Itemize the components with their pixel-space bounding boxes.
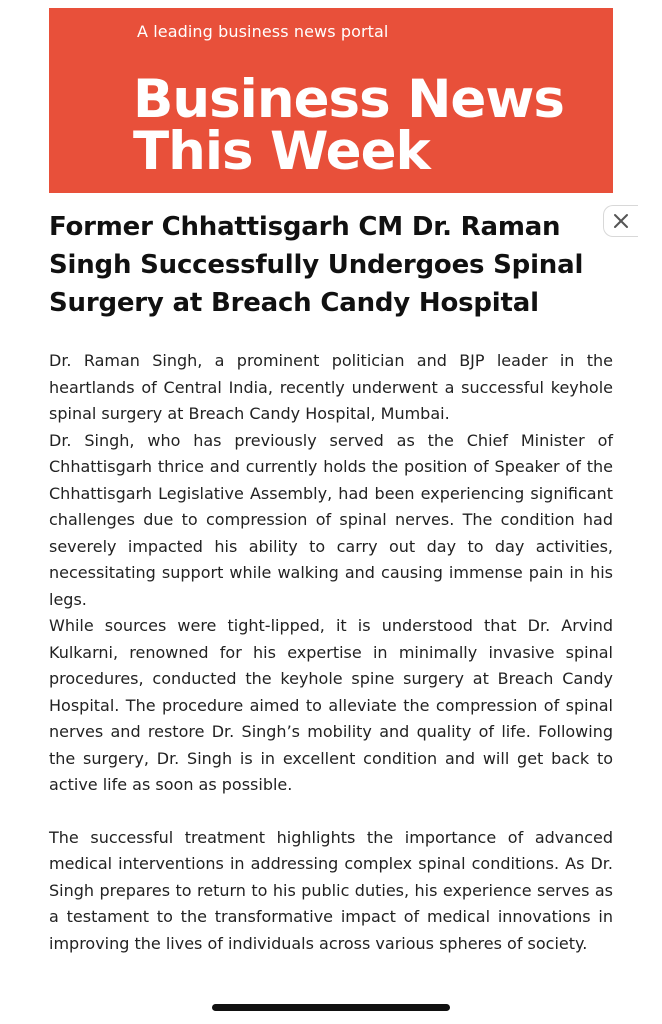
close-icon [613,213,629,229]
article-paragraph: The successful treatment highlights the importance of advanced medical interventions in addressing complex spinal conditions. As Dr. Singh prepares to return to his public duties, his experience serves as a testament to the transformative impact of medical innovations in improving the lives of individuals across various spheres of society. [49,827,613,953]
article-paragraph: Dr. Raman Singh, a prominent politician and BJP leader in the heartlands of Central India, recently underwent a successful keyhole spinal surgery at Breach Candy Hospital, Mumbai. [49,351,613,423]
site-logo [133,69,564,182]
brand-line-1: Business News [133,69,564,130]
article-paragraph: While sources were tight-lipped, it is understood that Dr. Arvind Kulkarni, renowned for his expertise in minimally invasive spinal procedures, conducted the keyhole spine surgery at Breach Candy Hospital. The procedure aimed to alleviate the compression of spinal nerves and restore Dr. Singh’s mobility and quality of life. Following the surgery, Dr. Singh is in excellent condition and will get back to active life as soon as possible. [49,616,613,794]
article-body [49,348,613,957]
article-paragraph: Dr. Singh, who has previously served as the Chief Minister of Chhattisgarh thrice and currently holds the position of Speaker of the Chhattisgarh Legislative Assembly, had been experiencing significant challenges due to compression of spinal nerves. The condition had severely impacted his ability to carry out day to day activities, necessitating support while walking and causing immense pain in his legs. [49,430,613,609]
home-indicator[interactable] [212,1004,450,1011]
site-banner [49,8,613,193]
close-button[interactable] [603,205,638,237]
article-headline: Former Chhattisgarh CM Dr. Raman Singh Successfully Undergoes Spinal Surgery at Breach Candy Hospital [49,212,584,318]
brand-line-2: This Week [133,121,430,182]
site-tagline: A leading business news portal [137,22,389,41]
